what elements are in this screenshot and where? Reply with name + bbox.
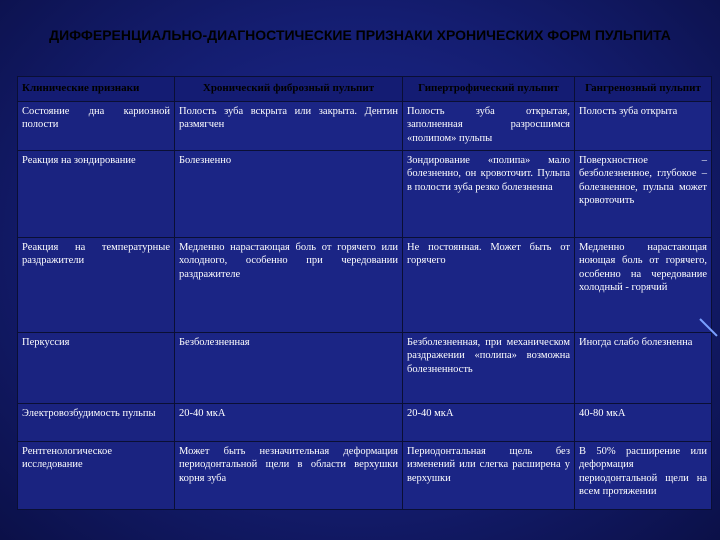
header-hypertrophic: Гипертрофический пульпит — [403, 77, 575, 102]
table-row — [18, 332, 712, 403]
table-row — [18, 403, 712, 441]
header-clinical-signs: Клинические признаки — [18, 77, 175, 102]
row-sign: Рентгенологическое исследование — [18, 441, 175, 509]
table-row — [18, 237, 712, 332]
cell-hypertrophic: Периодонтальная щель без изменений или слегка расширена у верхушки — [403, 441, 575, 509]
row-sign: Реакция на температурные раздражители — [18, 237, 175, 332]
table-row — [18, 441, 712, 509]
header-gangrenous: Гангренозный пульпит — [575, 77, 712, 102]
row-sign: Перкуссия — [18, 332, 175, 403]
cell-fibrous: Медленно нарастающая боль от горячего или холодного, особенно при чередовании раздражителе — [175, 237, 403, 332]
cell-hypertrophic: Не постоянная. Может быть от горячего — [403, 237, 575, 332]
diagnostic-table — [17, 76, 712, 510]
row-sign: Реакция на зондирование — [18, 150, 175, 237]
table-header-row — [18, 77, 712, 102]
cell-fibrous: 20-40 мкА — [175, 403, 403, 441]
cell-fibrous: Может быть незначительная деформация периодонтальной щели в области верхушки корня зуба — [175, 441, 403, 509]
cell-hypertrophic: Зондирование «полипа» мало болезненно, он кровоточит. Пульпа в полости зуба резко болезненна — [403, 150, 575, 237]
cell-fibrous: Болезненно — [175, 150, 403, 237]
table-row — [18, 101, 712, 150]
slide-title: ДИФФЕРЕНЦИАЛЬНО-ДИАГНОСТИЧЕСКИЕ ПРИЗНАКИ ХРОНИЧЕСКИХ ФОРМ ПУЛЬПИТА — [49, 27, 671, 43]
row-sign: Состояние дна кариозной полости — [18, 101, 175, 150]
cell-fibrous: Безболезненная — [175, 332, 403, 403]
cell-gangrenous: Полость зуба открыта — [575, 101, 712, 150]
cell-gangrenous: Иногда слабо болезненна — [575, 332, 712, 403]
header-fibrous: Хронический фиброзный пульпит — [175, 77, 403, 102]
cell-gangrenous: Поверхностное – безболезненное, глубокое – болезненное, пульпа может кровоточить — [575, 150, 712, 237]
table-row — [18, 150, 712, 237]
cell-hypertrophic: 20-40 мкА — [403, 403, 575, 441]
cell-gangrenous: 40-80 мкА — [575, 403, 712, 441]
row-sign: Электровозбудимость пульпы — [18, 403, 175, 441]
cell-gangrenous: В 50% расширение или деформация периодонтальной щели на всем протяжении — [575, 441, 712, 509]
cell-fibrous: Полость зуба вскрыта или закрыта. Дентин размягчен — [175, 101, 403, 150]
cell-hypertrophic: Безболезненная, при механическом раздражении «полипа» возможна болезненность — [403, 332, 575, 403]
cell-gangrenous: Медленно нарастающая ноющая боль от горячего, особенно на чередование холодный - горячий — [575, 237, 712, 332]
cell-hypertrophic: Полость зуба открытая, заполненная разросшимся «полипом» пульпы — [403, 101, 575, 150]
